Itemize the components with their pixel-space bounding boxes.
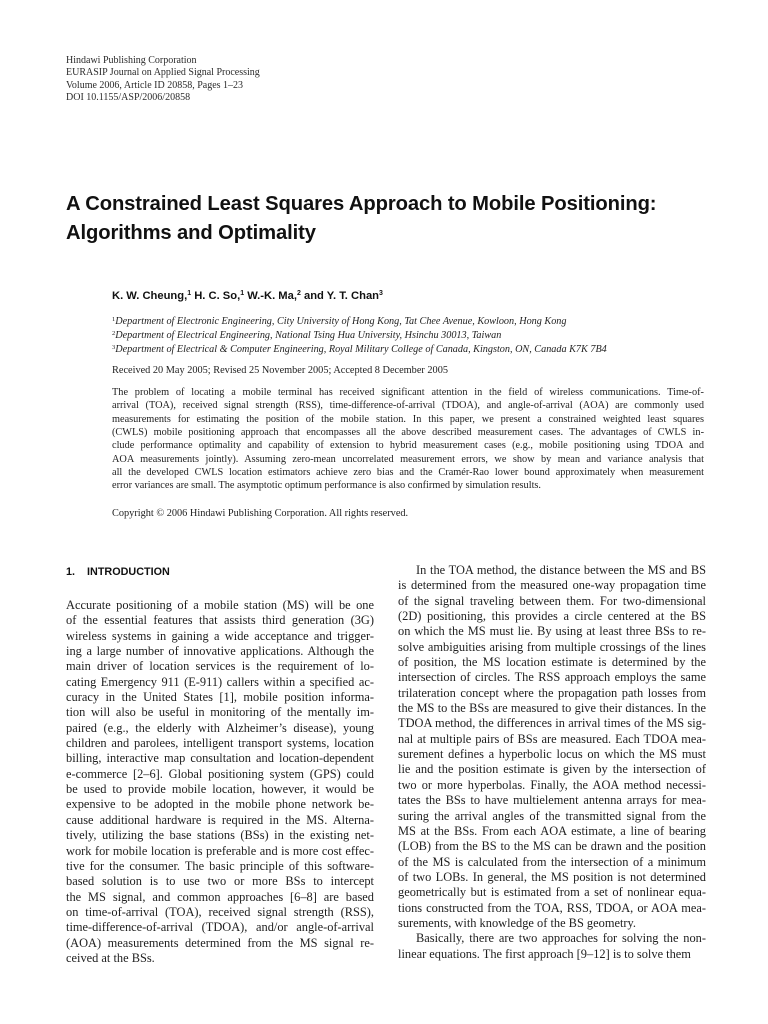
- author-name: W.-K. Ma,: [247, 290, 297, 302]
- affiliation-text: Department of Electronic Engineering, City University of Hong Kong, Tat Chee Avenue, Kowloon, Hong Kong: [115, 316, 567, 327]
- body-line: main driver of location services is the requirement of lo-: [66, 659, 374, 674]
- author-name: K. W. Cheung,: [112, 290, 188, 302]
- body-line: work for mobile location is preferable and is more cost effec-: [66, 843, 374, 858]
- body-line: MS at the BSs. From each AOA estimate, a line of bearing: [398, 823, 706, 838]
- body-line: TDOA method, the differences in arrival times of the MS sig-: [398, 716, 706, 731]
- body-line: tively, utilizing the base stations (BSs) in the existing net-: [66, 828, 374, 843]
- affiliation-text: Department of Electrical & Computer Engineering, Royal Military College of Canada, Kingston, ON, Canada K7K 7B4: [115, 344, 607, 356]
- body-line: of the signal traveling between them. For two-dimensional: [398, 593, 706, 608]
- body-line: Basically, there are two approaches for solving the non-: [416, 931, 706, 946]
- abstract-line: AOA measurements jointly). Assuming zero-mean uncorrelated measurement errors, we show by mean and variance analysis that: [112, 453, 704, 465]
- body-line: curacy in the United States [1], mobile position informa-: [66, 690, 374, 705]
- abstract-line: error variances are small. The asymptotic optimum performance is also confirmed by simulation results.: [112, 480, 542, 492]
- journal-line: EURASIP Journal on Applied Signal Processing: [66, 67, 260, 79]
- affiliation-text: Department of Electrical Engineering, National Tsing Hua University, Hsinchu 30013, Taiwan: [115, 330, 502, 342]
- author-affil-mark: 3: [379, 290, 383, 297]
- body-line: of the MS is calculated from the intersection of a minimum: [398, 854, 706, 869]
- body-line: tions constructed from the TOA, RSS, TDOA, or AOA mea-: [398, 900, 706, 915]
- volume-line: Volume 2006, Article ID 20858, Pages 1–23: [66, 79, 244, 91]
- body-line: surement defines a hyperbolic locus on which the MS must: [398, 747, 706, 762]
- body-line: geometrically but is estimated from a set of nonlinear equa-: [398, 885, 706, 900]
- body-line: cause additional hardware is required in the MS. Alterna-: [66, 812, 374, 827]
- body-line: on time-of-arrival (TOA), received signal strength (RSS),: [66, 904, 374, 919]
- affiliation-item: [112, 343, 607, 357]
- body-line: tates the BSs to have multielement antenna arrays for mea-: [398, 793, 706, 808]
- body-line: solve ambiguities arising from multiple crossings of the lines: [398, 639, 706, 654]
- affiliation-item: [112, 315, 607, 329]
- journal-header: [66, 55, 260, 104]
- body-line: intersection of circles. The RSS approach employs the same: [398, 670, 706, 685]
- section-heading: [66, 565, 170, 579]
- abstract-line: The problem of locating a mobile terminal has received significant attention in the field of wireless communications. Time-of-: [112, 387, 704, 398]
- body-line: be used to provide mobile location, however, it would be: [66, 782, 374, 797]
- author-affil-mark: 2: [296, 290, 301, 297]
- right-column: [398, 563, 706, 962]
- left-column: [66, 598, 374, 966]
- affiliation-mark: 3: [112, 344, 116, 352]
- affiliation-list: [112, 315, 607, 358]
- body-line: suring the arrival angles of the transmitted signal from the: [398, 808, 706, 823]
- abstract-line: clude performance optimality and capability of extension to hybrid measurement cases (e.g., mobile positioning using TDOA and: [112, 440, 704, 452]
- body-line: the MS signal, and common approaches [6–8] are based: [66, 889, 374, 904]
- body-line: tive for the consumer. The basic principle of this software-: [66, 858, 374, 873]
- body-line: of the essential features that assists third generation (3G): [66, 613, 374, 628]
- title-line-1: A Constrained Least Squares Approach to Mobile Positioning:: [66, 193, 657, 215]
- body-line: children and parolees, intelligent transport systems, location: [66, 736, 374, 751]
- affiliation-mark: 2: [112, 330, 116, 338]
- title-line-2: Algorithms and Optimality: [66, 222, 316, 244]
- body-line: nal at multiple pairs of BSs are measured. Each TDOA mea-: [398, 731, 706, 746]
- body-line: the MS to the BSs are measured to give their distances. In the: [398, 701, 706, 716]
- abstract-line: measurements for estimating the position of the mobile station. In this paper, we present a constrained weighted least squares: [112, 413, 704, 425]
- body-line: based solution is to use two or more BSs to intercept: [66, 874, 374, 889]
- abstract-line: (CWLS) mobile positioning approach that encompasses all the above described measurement cases. The advantages of CWLS in-: [112, 427, 704, 439]
- author-affil-mark: 1: [187, 290, 192, 297]
- body-line: is determined from the measured one-way propagation time: [398, 578, 706, 593]
- author-list: [112, 288, 383, 304]
- copyright-notice: Copyright © 2006 Hindawi Publishing Corporation. All rights reserved.: [112, 508, 409, 519]
- body-line: (LOB) from the BS to the MS can be drawn and the position: [398, 839, 706, 854]
- body-line: (AOA) measurements determined from the MS signal re-: [66, 935, 374, 950]
- body-line: tion will also be useful in monitoring of the mentally im-: [66, 705, 374, 720]
- body-line: of two LOBs. In general, the MS position is not determined: [398, 869, 706, 884]
- section-number: 1.: [66, 566, 76, 578]
- publisher-line: Hindawi Publishing Corporation: [66, 55, 197, 66]
- abstract-line: all the developed CWLS location estimators achieve zero bias and the Cramér-Rao lower bound approximately when measurement: [112, 467, 704, 479]
- body-line: wireless systems in gaining a wide acceptance and trigger-: [66, 628, 374, 643]
- body-line: In the TOA method, the distance between the MS and BS: [416, 563, 706, 577]
- body-line: expensive to be adopted in the mobile phone network be-: [66, 797, 374, 812]
- body-line: paired (e.g., the elderly with Alzheimer’s disease), young: [66, 720, 374, 735]
- body-line: trilateration concept where the propagation path losses from: [398, 685, 706, 700]
- section-title: INTRODUCTION: [87, 566, 170, 578]
- body-line: Accurate positioning of a mobile station (MS) will be one: [66, 598, 374, 612]
- body-line: lie and the position estimate is given by the intersection of: [398, 762, 706, 777]
- abstract: [112, 386, 704, 493]
- paper-title: [66, 190, 726, 248]
- author-affil-mark: 1: [240, 290, 245, 297]
- submission-dates: Received 20 May 2005; Revised 25 November 2005; Accepted 8 December 2005: [112, 365, 448, 376]
- body-line: of position, the MS location estimate is determined by the: [398, 655, 706, 670]
- affiliation-item: [112, 329, 607, 343]
- body-line: linear equations. The first approach [9–12] is to solve them: [398, 946, 691, 961]
- body-line: e-commerce [2–6]. Global positioning system (GPS) could: [66, 766, 374, 781]
- body-line: time-difference-of-arrival (TDOA), and/or angle-of-arrival: [66, 920, 374, 935]
- body-line: cating Emergency 911 (E-911) callers within a specified ac-: [66, 674, 374, 689]
- body-line: ing a large number of innovative applications. Although the: [66, 644, 374, 659]
- author-name: H. C. So,: [194, 290, 241, 302]
- affiliation-mark: 1: [112, 316, 116, 323]
- doi-line: DOI 10.1155/ASP/2006/20858: [66, 91, 191, 103]
- body-line: surements, with knowledge of the BS geometry.: [398, 915, 637, 930]
- body-line: two or more hyperbolas. Finally, the AOA method necessi-: [398, 777, 706, 792]
- abstract-line: arrival (TOA), received signal strength (RSS), time-difference-of-arrival (TDOA), and angle-of-arrival (AOA) are commonly used: [112, 400, 704, 412]
- body-line: on which the MS must lie. By using at least three BSs to re-: [398, 624, 706, 639]
- body-line: billing, interactive map consultation and location-dependent: [66, 751, 374, 766]
- body-line: ceived at the BSs.: [66, 950, 155, 965]
- body-line: (2D) positioning, this provides a circle centered at the BS: [398, 609, 706, 624]
- author-name: and Y. T. Chan: [303, 290, 379, 302]
